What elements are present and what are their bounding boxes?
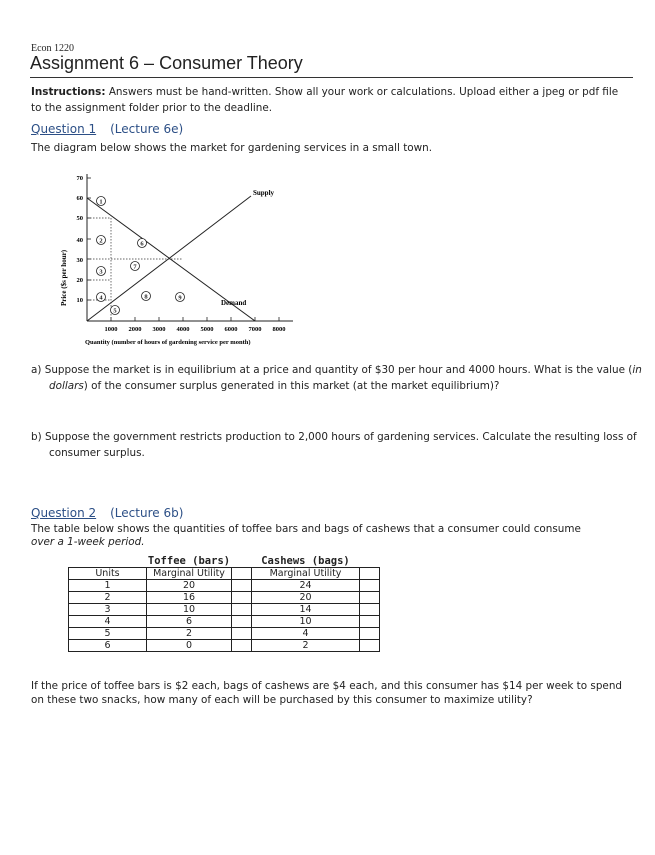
region-marker-1 [97, 197, 106, 206]
demand-label: Demand [221, 299, 247, 307]
units-cell: 5 [69, 628, 147, 640]
question-2-label: Question 2 [31, 506, 97, 520]
cashew-mu-cell: 24 [252, 580, 360, 592]
region-marker-3 [97, 267, 106, 276]
cashew-mu-header: Marginal Utility [252, 568, 360, 580]
supply-label: Supply [253, 189, 275, 197]
question-1a [31, 362, 649, 394]
question-1a-emphasis: in dollars [49, 364, 642, 392]
table-row [69, 616, 380, 628]
utility-table [68, 556, 380, 652]
svg-text:5: 5 [113, 307, 117, 315]
region-marker-4 [97, 293, 106, 302]
toffee-mu-cell: 10 [147, 604, 232, 616]
x-tick-label: 4000 [176, 326, 190, 333]
table-row [69, 640, 380, 652]
table-row [69, 604, 380, 616]
question-1-label: Question 1 [31, 122, 97, 136]
svg-text:2: 2 [99, 237, 103, 245]
units-cell: 3 [69, 604, 147, 616]
toffee-mu-cell: 16 [147, 592, 232, 604]
svg-text:7: 7 [133, 263, 137, 271]
market-chart [55, 168, 355, 350]
units-cell: 2 [69, 592, 147, 604]
svg-text:8: 8 [144, 293, 148, 301]
question-1-lecture: (Lecture 6e) [110, 122, 184, 136]
y-tick-labels [77, 175, 84, 304]
cashew-mu-cell: 10 [252, 616, 360, 628]
toffee-mu-cell: 2 [147, 628, 232, 640]
units-cell: 4 [69, 616, 147, 628]
toffee-mu-cell: 0 [147, 640, 232, 652]
table-group-header [69, 556, 380, 568]
region-marker-7 [131, 262, 140, 271]
units-header: Units [69, 568, 147, 580]
question-1-heading [31, 122, 183, 136]
svg-text:1: 1 [99, 198, 103, 206]
units-cell: 6 [69, 640, 147, 652]
y-axis-label: Price ($s per hour) [60, 249, 68, 307]
y-tick-label: 70 [76, 175, 83, 182]
title-divider [30, 77, 633, 78]
x-tick-label: 8000 [272, 326, 286, 333]
y-ticks [87, 178, 91, 300]
question-2-lecture: (Lecture 6b) [110, 506, 184, 520]
page-title: Assignment 6 – Consumer Theory [30, 53, 303, 73]
cashew-mu-cell: 2 [252, 640, 360, 652]
x-tick-label: 1000 [104, 326, 118, 333]
x-axis-label: Quantity (number of hours of gardening service per month) [85, 339, 251, 346]
question-2-prompt: If the price of toffee bars is $2 each, bags of cashews are $4 each, and this consumer has $14 per week to spend on these two snacks, how many of each will be purchased by this consumer to maximize utility? [31, 680, 623, 706]
cashew-mu-cell: 20 [252, 592, 360, 604]
question-2-intro-text: The table below shows the quantities of toffee bars and bags of cashews that a consumer could consume [31, 523, 581, 535]
question-1b: b) Suppose the government restricts production to 2,000 hours of gardening services. Calculate the resulting loss of consumer surplus. [31, 431, 637, 459]
instructions-text: Answers must be hand-written. Show all your work or calculations. Upload either a jpeg or pdf file to the assignment folder prior to the deadline. [31, 86, 619, 114]
units-cell: 1 [69, 580, 147, 592]
y-tick-label: 30 [76, 257, 83, 264]
instructions-label: Instructions: [31, 86, 106, 98]
toffee-mu-header: Marginal Utility [147, 568, 232, 580]
question-2-heading [31, 506, 183, 520]
table-column-header [69, 568, 380, 580]
question-1a-text: a) Suppose the market is in equilibrium at a price and quantity of $30 per hour and 4000 hours. What is the value ( [31, 364, 633, 376]
x-tick-labels [105, 326, 286, 333]
question-2-intro-period: over a 1-week period. [31, 536, 145, 548]
region-marker-8 [142, 292, 151, 301]
toffee-mu-cell: 20 [147, 580, 232, 592]
region-marker-6 [138, 239, 147, 248]
toffee-mu-cell: 6 [147, 616, 232, 628]
cashew-mu-cell: 4 [252, 628, 360, 640]
region-marker-9 [176, 293, 185, 302]
y-tick-label: 20 [76, 277, 83, 284]
region-marker-2 [97, 236, 106, 245]
x-tick-label: 3000 [152, 326, 166, 333]
question-1a-text-end: ) of the consumer surplus generated in this market (at the market equilibrium)? [83, 380, 500, 392]
y-tick-label: 60 [76, 195, 83, 202]
table-row [69, 628, 380, 640]
svg-text:4: 4 [99, 294, 103, 302]
svg-text:9: 9 [178, 294, 182, 302]
x-tick-label: 5000 [200, 326, 214, 333]
table-row [69, 592, 380, 604]
region-marker-5 [111, 306, 120, 315]
x-tick-label: 2000 [128, 326, 142, 333]
svg-text:6: 6 [140, 240, 144, 248]
y-tick-label: 40 [76, 237, 83, 244]
y-tick-label: 50 [76, 215, 83, 222]
cashew-header: Cashews (bags) [261, 555, 350, 567]
x-tick-label: 7000 [248, 326, 262, 333]
question-2-intro [31, 523, 631, 549]
y-tick-label: 10 [76, 297, 83, 304]
table-row [69, 580, 380, 592]
x-tick-label: 6000 [224, 326, 238, 333]
toffee-header: Toffee (bars) [147, 555, 231, 567]
course-code: Econ 1220 [31, 43, 75, 54]
instructions [31, 84, 631, 116]
svg-text:3: 3 [99, 268, 103, 276]
question-1-intro: The diagram below shows the market for gardening services in a small town. [31, 142, 433, 154]
cashew-mu-cell: 14 [252, 604, 360, 616]
